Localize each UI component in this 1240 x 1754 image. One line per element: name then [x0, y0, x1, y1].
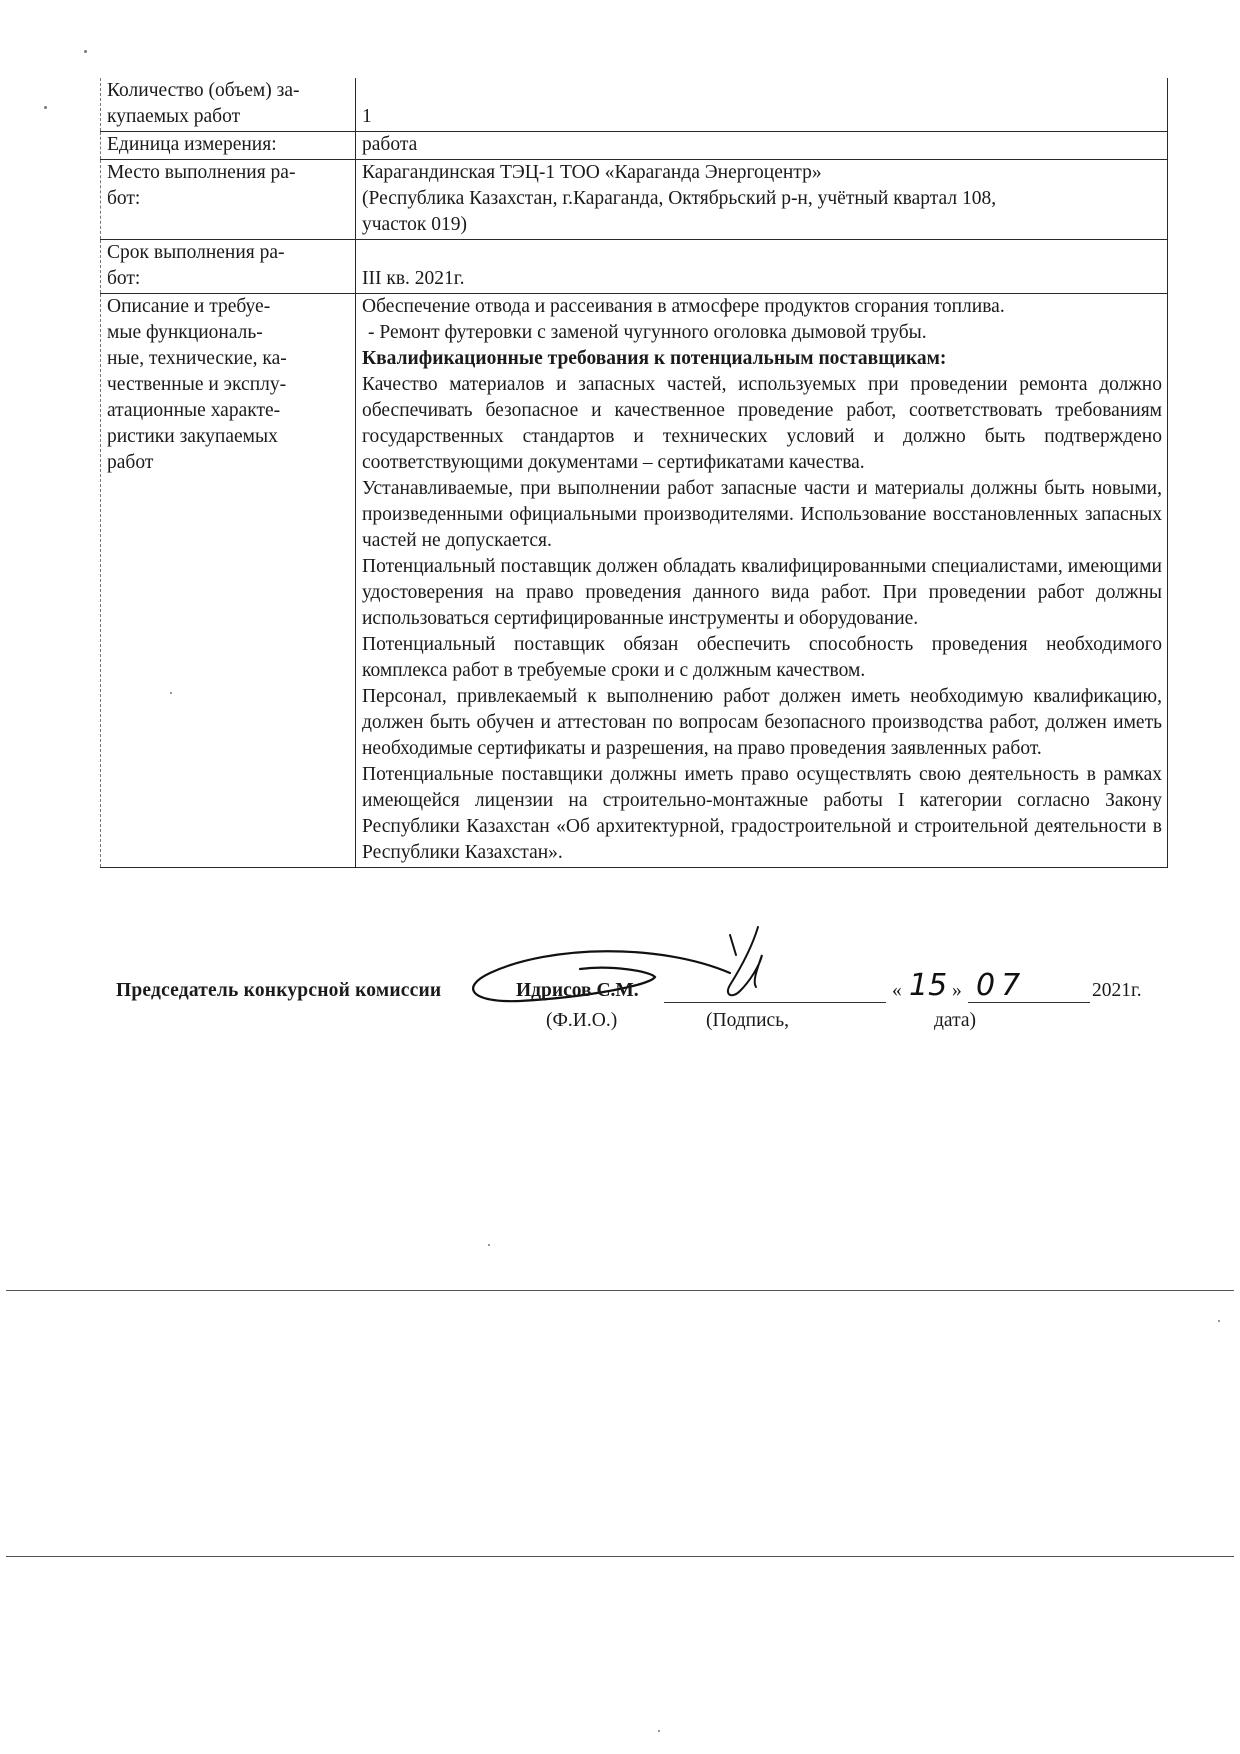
- scan-speck: [170, 692, 172, 694]
- term-label: Срок выполнения ра- бот:: [107, 242, 285, 289]
- date-quote-close: »: [952, 980, 962, 1001]
- specification-table: [100, 78, 1168, 868]
- date-quote-open: «: [892, 980, 902, 1001]
- row-value: [356, 240, 1168, 294]
- date-year: 2021г.: [1092, 980, 1142, 1001]
- signer-role: Председатель конкурсной комиссии: [116, 980, 442, 1001]
- caption-fio: (Ф.И.О.): [546, 1010, 618, 1031]
- description-paragraph: Потенциальный поставщик обязан обеспечить способность проведения необходимого комплекса работ в требуемые сроки и с должным качеством.: [362, 634, 1162, 681]
- date-day: 15: [909, 968, 948, 1003]
- row-value: [356, 160, 1168, 240]
- row-label: [101, 132, 356, 160]
- term-value: III кв. 2021г.: [362, 268, 465, 289]
- table-row: [101, 78, 1168, 132]
- description-paragraph: Персонал, привлекаемый к выполнению работ должен иметь необходимую квалификацию, должен быть обучен и аттестован по вопросам безопасного производства работ, должен иметь необходимые сертификаты и разрешения, на право проведения заявленных работ.: [362, 686, 1162, 759]
- scan-divider: [6, 1556, 1234, 1557]
- location-line: (Республика Казахстан, г.Караганда, Октябрьский р-н, учётный квартал 108,: [362, 188, 997, 209]
- row-label: [101, 78, 356, 132]
- scan-divider: [6, 1290, 1234, 1291]
- description-paragraph: Потенциальные поставщики должны иметь право осуществлять свою деятельность в рамках имеющейся лицензии на строительно-монтажные работы I категории согласно Закону Республики Казахстан «Об архитектурной, градостроительной и строительной деятельности в Республики Казахстан».: [362, 764, 1162, 863]
- row-value: [356, 132, 1168, 160]
- description-label: Описание и требуе- мые функциональ- ные, технические, ка- чественные и эксплу- атационные характе- ристики закупаемых работ: [107, 296, 287, 473]
- signature-line: [664, 1002, 886, 1003]
- caption-signature: (Подпись,: [706, 1010, 789, 1031]
- location-line: Карагандинская ТЭЦ-1 ТОО «Караганда Энергоцентр»: [362, 162, 822, 183]
- location-label: Место выполнения ра- бот:: [107, 162, 296, 209]
- row-label: [101, 160, 356, 240]
- qualification-heading: Квалификационные требования к потенциальным поставщикам:: [362, 348, 947, 369]
- table-row: [101, 240, 1168, 294]
- row-label: [101, 294, 356, 868]
- description-paragraph: - Ремонт футеровки с заменой чугунного оголовка дымовой трубы.: [368, 322, 927, 343]
- scan-speck: [44, 106, 47, 109]
- scan-speck: [658, 1730, 660, 1732]
- description-paragraph: Устанавливаемые, при выполнении работ запасные части и материалы должны быть новыми, произведенными официальными производителями. Использование восстановленных запасных частей не допускается.: [362, 478, 1162, 551]
- scan-speck: [84, 50, 87, 53]
- signature-block: [116, 968, 1166, 1050]
- scan-speck: [488, 1244, 490, 1246]
- unit-label: Единица измерения:: [107, 134, 277, 155]
- quantity-label: Количество (объем) за- купаемых работ: [107, 80, 300, 127]
- location-line: участок 019): [362, 214, 467, 235]
- row-label: [101, 240, 356, 294]
- table-row: [101, 160, 1168, 240]
- date-month: 07: [976, 968, 1027, 1003]
- scan-speck: [1218, 1320, 1220, 1322]
- table-row: [101, 294, 1168, 868]
- description-paragraph: Потенциальный поставщик должен обладать квалифицированными специалистами, имеющими удостоверения на право проведения данного вида работ. При проведении работ должны использоваться сертифицированные инструменты и оборудование.: [362, 556, 1162, 629]
- signer-name: Идрисов С.М.: [516, 980, 639, 1001]
- caption-date: дата): [934, 1010, 976, 1031]
- unit-value: работа: [362, 134, 418, 155]
- row-value: [356, 294, 1168, 868]
- description-paragraph: Обеспечение отвода и рассеивания в атмосфере продуктов сгорания топлива.: [362, 296, 1005, 317]
- row-value: [356, 78, 1168, 132]
- description-paragraph: Качество материалов и запасных частей, используемых при проведении ремонта должно обеспечивать безопасное и качественное проведение работ, соответствовать требованиям государственных стандартов и технических условий и должно быть подтверждено соответствующими документами – сертификатами качества.: [362, 374, 1162, 473]
- table-row: [101, 132, 1168, 160]
- quantity-value: 1: [362, 106, 372, 127]
